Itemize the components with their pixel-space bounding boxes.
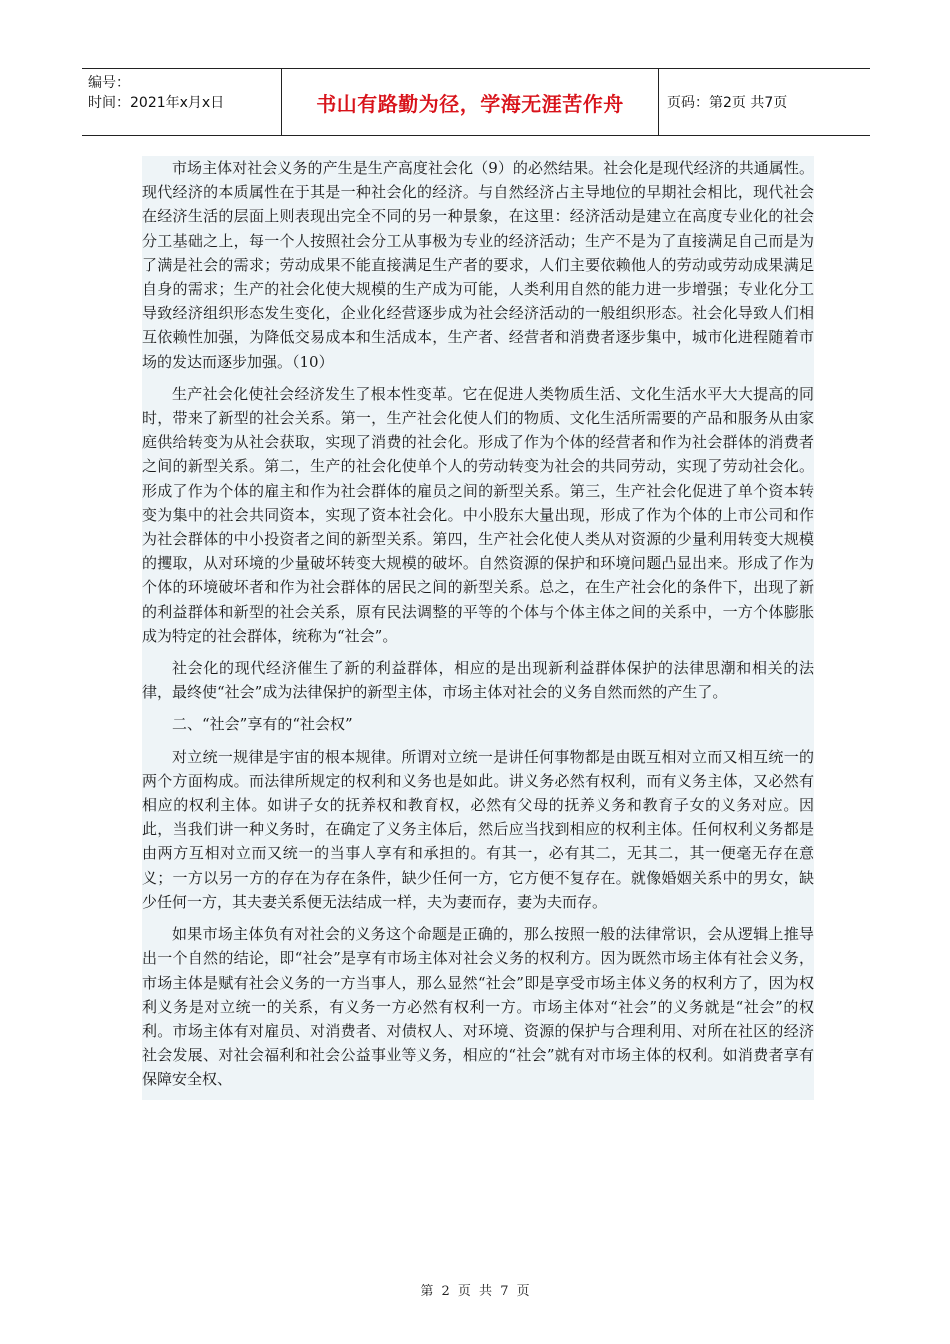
paragraph-1: 市场主体对社会义务的产生是生产高度社会化（9）的必然结果。社会化是现代经济的共通属性。现代经济的本质属性在于其是一种社会化的经济。与自然经济占主导地位的早期社会相比，现代社会在经济生活的层面上则表现出完全不同的另一种景象，在这里：经济活动是建立在高度专业化的社会分工基础之上，每一个人按照社会分工从事极为专业的经济活动；生产不是为了直接满足自己而是为了满是社会的需求；劳动成果不能直接满足生产者的要求，人们主要依赖他人的劳动或劳动成果满足自身的需求；生产的社会化使大规模的生产成为可能，人类利用自然的能力进一步增强；专业化分工导致经济组织形态发生变化，企业化经营逐步成为社会经济活动的一般组织形态。社会化导致人们相互依赖性加强，为降低交易成本和生活成本，生产者、经营者和消费者逐步集中，城市化进程随着市场的发达而逐步加强。（10）	[142, 159, 814, 371]
paragraph-4: 对立统一规律是宇宙的根本规律。所谓对立统一是讲任何事物都是由既互相对立而又相互统一的两个方面构成。而法律所规定的权利和义务也是如此。讲义务必然有权利，而有义务主体，又必然有相应的权利主体。如讲子女的抚养权和教育权，必然有父母的抚养义务和教育子女的义务对应。因此，当我们讲一种义务时，在确定了义务主体后，然后应当找到相应的权利主体。任何权利义务都是由两方互相对立而又统一的当事人享有和承担的。有其一，必有其二，无其二，其一便毫无存在意义；一方以另一方的存在为存在条件，缺少任何一方，它方便不复存在。就像婚姻关系中的男女，缺少任何一方，其夫妻关系便无法结成一样，夫为妻而存，妻为夫而存。	[142, 747, 814, 911]
document-number-label: 编号：	[88, 75, 130, 91]
paragraph-2: 生产社会化使社会经济发生了根本性变革。它在促进人类物质生活、文化生活水平大大提高的同时，带来了新型的社会关系。第一，生产社会化使人们的物质、文化生活所需要的产品和服务从由家庭供给转变为从社会获取，实现了消费的社会化。形成了作为个体的经营者和作为社会群体的消费者之间的新型关系。第二，生产的社会化使单个人的劳动转变为社会的共同劳动，实现了劳动社会化。形成了作为个体的雇主和作为社会群体的雇员之间的新型关系。第三，生产社会化促进了单个资本转变为集中的社会共同资本，实现了资本社会化。中小股东大量出现，形成了作为个体的上市公司和作为社会群体的中小投资者之间的新型关系。第四，生产社会化使人类从对资源的少量利用转变大规模的攫取，从对环境的少量破坏转变大规模的破坏。自然资源的保护和环境问题凸显出来。形成了作为个体的环境破坏者和作为社会群体的居民之间的新型关系。总之，在生产社会化的条件下，出现了新的利益群体和新型的社会关系，原有民法调整的平等的个体与个体主体之间的关系中，一方个体膨胀成为特定的社会群体，统称为“社会”。	[142, 384, 814, 645]
paragraph-5: 如果市场主体负有对社会的义务这个命题是正确的，那么按照一般的法律常识，会从逻辑上推导出一个自然的结论，即“社会”是享有市场主体对社会义务的权利方。因为既然市场主体有社会义务，市场主体是赋有社会义务的一方当事人，那么显然“社会”即是享受市场主体义务的权利方了，因为权利义务是对立统一的关系，有义务一方必然有权利一方。市场主体对“社会”的义务就是“社会”的权利。市场主体有对雇员、对消费者、对债权人、对环境、资源的保护与合理利用、对所在社区的经济社会发展、对社会福利和社会公益事业等义务，相应的“社会”就有对市场主体的权利。如消费者享有保障安全权、	[142, 925, 814, 1089]
header-motto: 书山有路勤为径，学海无涯苦作舟	[282, 69, 659, 135]
page-header	[82, 68, 870, 136]
page-footer: 第 2 页 共 7 页	[420, 1284, 530, 1299]
document-body	[142, 156, 814, 1100]
header-meta	[82, 69, 282, 135]
document-date-label: 时间：2021年x月x日	[88, 95, 225, 111]
paragraph-3: 社会化的现代经济催生了新的利益群体，相应的是出现新利益群体保护的法律思潮和相关的法律，最终使“社会”成为法律保护的新型主体，市场主体对社会的义务自然而然的产生了。	[142, 659, 814, 702]
section-heading: 二、“社会”享有的“社会权”	[172, 715, 353, 734]
header-page-number: 页码：第2页 共7页	[667, 95, 788, 111]
